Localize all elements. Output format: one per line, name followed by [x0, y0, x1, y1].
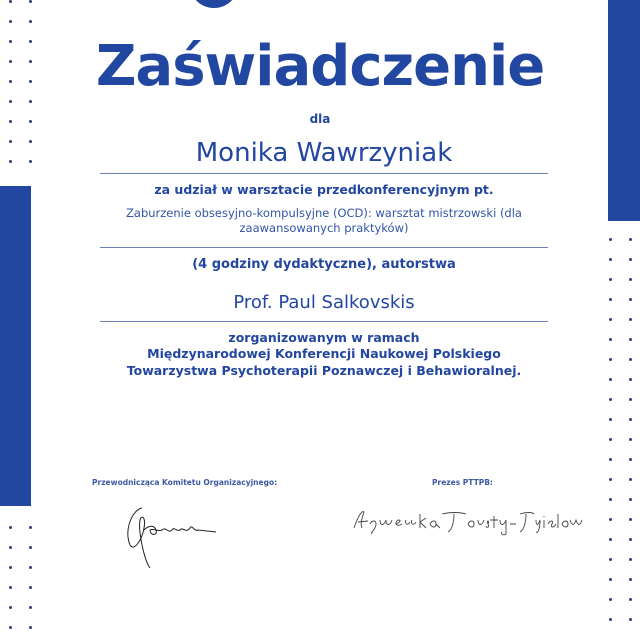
- dot: [629, 378, 632, 381]
- dot: [609, 298, 612, 301]
- dot: [9, 20, 12, 23]
- dot: [629, 318, 632, 321]
- dot: [629, 478, 632, 481]
- dot: [609, 478, 612, 481]
- author-name: Prof. Paul Salkovskis: [233, 292, 415, 313]
- dot: [9, 566, 12, 569]
- dot: [9, 160, 12, 163]
- dot: [629, 258, 632, 261]
- dot: [629, 418, 632, 421]
- dot: [609, 278, 612, 281]
- divider: [100, 247, 548, 248]
- dot: [629, 518, 632, 521]
- recipient-name: Monika Wawrzyniak: [195, 138, 453, 168]
- dot: [29, 546, 32, 549]
- dot: [29, 100, 32, 103]
- dot: [609, 358, 612, 361]
- dot: [29, 160, 32, 163]
- organized-line2: Międzynarodowej Konferencji Naukowej Polskiego: [147, 346, 501, 361]
- dot: [629, 598, 632, 601]
- dot: [629, 458, 632, 461]
- left-signature-image: [120, 500, 230, 570]
- divider: [100, 173, 548, 174]
- workshop-title-line2: zaawansowanych praktyków): [239, 221, 409, 235]
- dot: [629, 498, 632, 501]
- left-decorative-bar: [0, 186, 31, 506]
- dot: [609, 458, 612, 461]
- dot: [29, 20, 32, 23]
- dot: [9, 0, 12, 3]
- participation-text: za udział w warsztacie przedkonferencyjnym pt.: [154, 182, 494, 197]
- dot: [609, 558, 612, 561]
- dot: [629, 438, 632, 441]
- dot: [9, 140, 12, 143]
- dot: [609, 378, 612, 381]
- dot: [609, 258, 612, 261]
- hours-text: (4 godziny dydaktyczne), autorstwa: [192, 257, 456, 272]
- organized-line1: zorganizowanym w ramach: [228, 330, 420, 345]
- dot: [629, 538, 632, 541]
- dot: [629, 238, 632, 241]
- dot: [629, 618, 632, 621]
- dot: [629, 358, 632, 361]
- dot: [609, 518, 612, 521]
- dot: [9, 526, 12, 529]
- for-label: dla: [309, 112, 331, 126]
- dot: [9, 606, 12, 609]
- dot: [609, 618, 612, 621]
- dot: [609, 418, 612, 421]
- dot: [609, 598, 612, 601]
- dot: [9, 546, 12, 549]
- divider: [100, 321, 548, 322]
- dot: [29, 0, 32, 3]
- left-signature-label: Przewodnicząca Komitetu Organizacyjnego:: [92, 478, 278, 487]
- dot: [29, 526, 32, 529]
- dot: [629, 278, 632, 281]
- dot: [609, 498, 612, 501]
- dot: [9, 100, 12, 103]
- dot: [29, 586, 32, 589]
- certificate-title: Zaświadczenie: [95, 34, 545, 99]
- organization-logo-icon: [190, 0, 238, 8]
- dot: [629, 398, 632, 401]
- dot: [29, 606, 32, 609]
- dot: [9, 586, 12, 589]
- dot: [609, 338, 612, 341]
- dot: [609, 578, 612, 581]
- dot: [609, 398, 612, 401]
- dot: [629, 578, 632, 581]
- workshop-title-line1: Zaburzenie obsesyjno-kompulsyjne (OCD): warsztat mistrzowski (dla: [126, 206, 522, 220]
- dot: [29, 626, 32, 629]
- dot: [609, 318, 612, 321]
- dot: [609, 438, 612, 441]
- right-signature-image: [350, 506, 585, 536]
- dot: [29, 140, 32, 143]
- organized-line3: Towarzystwa Psychoterapii Poznawczej i Behawioralnej.: [126, 363, 522, 378]
- dot: [9, 626, 12, 629]
- dot: [609, 238, 612, 241]
- dot: [629, 558, 632, 561]
- dot: [629, 298, 632, 301]
- dot: [609, 538, 612, 541]
- dot: [29, 566, 32, 569]
- right-signature-label: Prezes PTTPB:: [432, 478, 493, 487]
- dot: [629, 338, 632, 341]
